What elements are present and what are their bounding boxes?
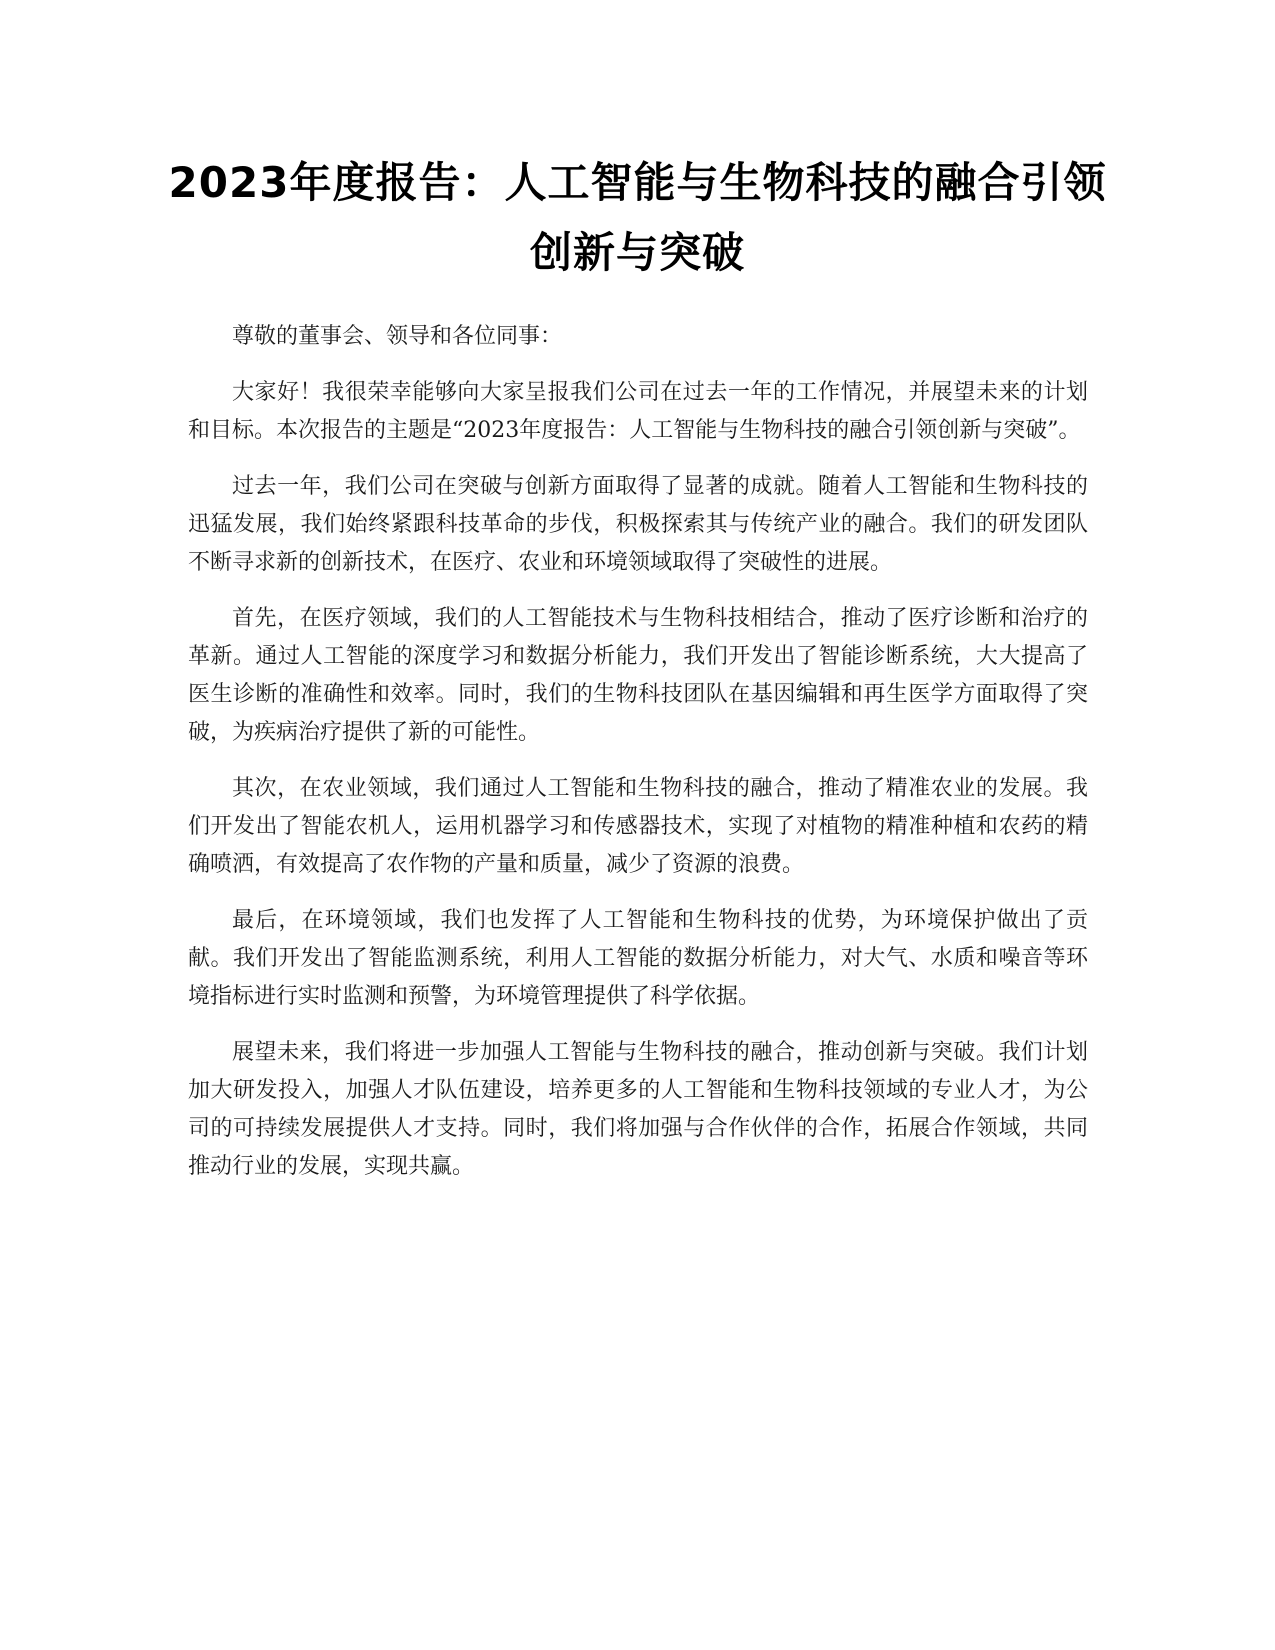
paragraph-agriculture: 其次，在农业领域，我们通过人工智能和生物科技的融合，推动了精准农业的发展。我们开发出了智能农机人，运用机器学习和传感器技术，实现了对植物的精准种植和农药的精确喷洒，有效提高了农作物的产量和质量，减少了资源的浪费。 <box>188 776 1088 877</box>
paragraph-outlook: 展望未来，我们将进一步加强人工智能与生物科技的融合，推动创新与突破。我们计划加大研发投入，加强人才队伍建设，培养更多的人工智能和生物科技领域的专业人才，为公司的可持续发展提供人才支持。同时，我们将加强与合作伙伴的合作，拓展合作领域，共同推动行业的发展，实现共赢。 <box>188 1040 1088 1179</box>
salutation: 尊敬的董事会、领导和各位同事： <box>232 324 563 349</box>
paragraph-environment: 最后，在环境领域，我们也发挥了人工智能和生物科技的优势，为环境保护做出了贡献。我们开发出了智能监测系统，利用人工智能的数据分析能力，对大气、水质和噪音等环境指标进行实时监测和预警，为环境管理提供了科学依据。 <box>188 908 1088 1009</box>
paragraph-achievements: 过去一年，我们公司在突破与创新方面取得了显著的成就。随着人工智能和生物科技的迅猛发展，我们始终紧跟科技革命的步伐，积极探索其与传统产业的融合。我们的研发团队不断寻求新的创新技术，在医疗、农业和环境领域取得了突破性的进展。 <box>188 474 1088 575</box>
document-body <box>188 318 1088 1204</box>
document-title: 2023年度报告：人工智能与生物科技的融合引领创新与突破 <box>168 158 1107 277</box>
paragraph-intro: 大家好！我很荣幸能够向大家呈报我们公司在过去一年的工作情况，并展望未来的计划和目标。本次报告的主题是“2023年度报告：人工智能与生物科技的融合引领创新与突破”。 <box>188 380 1088 443</box>
paragraph-medical: 首先，在医疗领域，我们的人工智能技术与生物科技相结合，推动了医疗诊断和治疗的革新。通过人工智能的深度学习和数据分析能力，我们开发出了智能诊断系统，大大提高了医生诊断的准确性和效率。同时，我们的生物科技团队在基因编辑和再生医学方面取得了突破，为疾病治疗提供了新的可能性。 <box>188 606 1088 745</box>
